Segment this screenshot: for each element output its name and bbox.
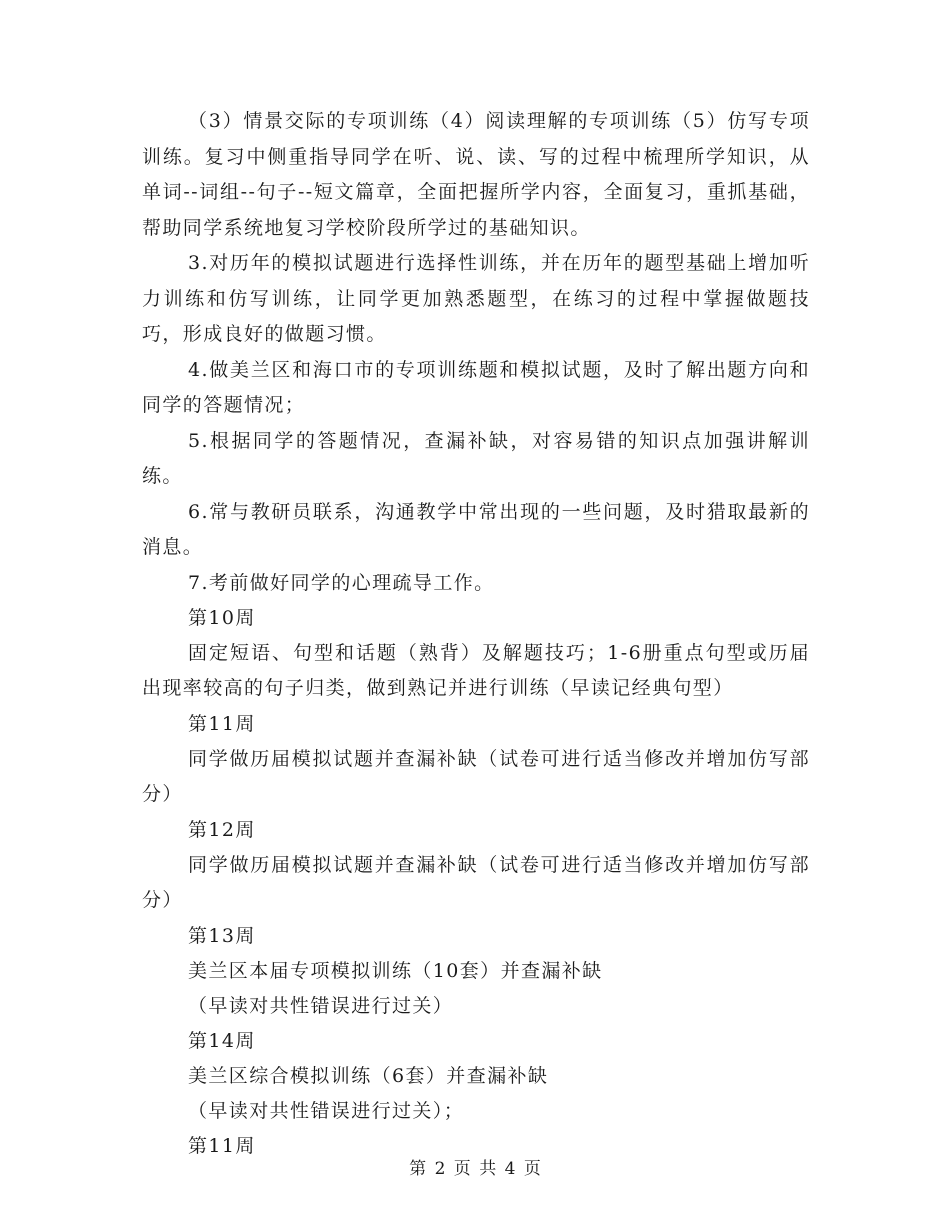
document-body (142, 104, 810, 1164)
week-heading-13: 第13周 (188, 924, 256, 947)
week-12-content: 同学做历届模拟试题并查漏补缺（试卷可进行适当修改并增加仿写部分） (142, 853, 810, 911)
week-heading-10: 第10周 (188, 606, 256, 629)
week-heading-11-repeat: 第11周 (188, 1134, 256, 1157)
week-14-note: （早读对共性错误进行过关）； (188, 1099, 465, 1122)
week-14-content: 美兰区综合模拟训练（6套）并查漏补缺 (188, 1064, 549, 1087)
paragraph-review-focus: （3）情景交际的专项训练（4）阅读理解的专项训练（5）仿写专项训练。复习中侧重指导同学在听、说、读、写的过程中梳理所学知识，从单词--词组--句子--短文篇章，全面把握所学内容，全面复习，重抓基础，帮助同学系统地复习学校阶段所学过的基础知识。 (142, 110, 810, 239)
paragraph-item-5: 5.根据同学的答题情况，查漏补缺，对容易错的知识点加强讲解训练。 (142, 429, 810, 487)
week-13-content: 美兰区本届专项模拟训练（10套）并查漏补缺 (188, 959, 603, 982)
week-heading-11: 第11周 (188, 712, 256, 735)
week-heading-12: 第12周 (188, 818, 256, 841)
week-10-content: 固定短语、句型和话题（熟背）及解题技巧；1-6册重点句型或历届出现率较高的句子归类，做到熟记并进行训练（早读记经典句型） (142, 641, 810, 699)
week-heading-14: 第14周 (188, 1029, 256, 1052)
paragraph-item-7: 7.考前做好同学的心理疏导工作。 (188, 571, 495, 594)
page-footer: 第 2 页 共 4 页 (409, 1159, 541, 1179)
paragraph-item-6: 6.常与教研员联系，沟通教学中常出现的一些问题，及时猎取最新的消息。 (142, 500, 810, 558)
week-13-note: （早读对共性错误进行过关） (188, 994, 454, 1017)
week-11-content: 同学做历届模拟试题并查漏补缺（试卷可进行适当修改并增加仿写部分） (142, 747, 810, 805)
paragraph-item-4: 4.做美兰区和海口市的专项训练题和模拟试题，及时了解出题方向和同学的答题情况； (142, 358, 810, 416)
paragraph-item-3: 3.对历年的模拟试题进行选择性训练，并在历年的题型基础上增加听力训练和仿写训练，让同学更加熟悉题型，在练习的过程中掌握做题技巧，形成良好的做题习惯。 (142, 252, 810, 345)
